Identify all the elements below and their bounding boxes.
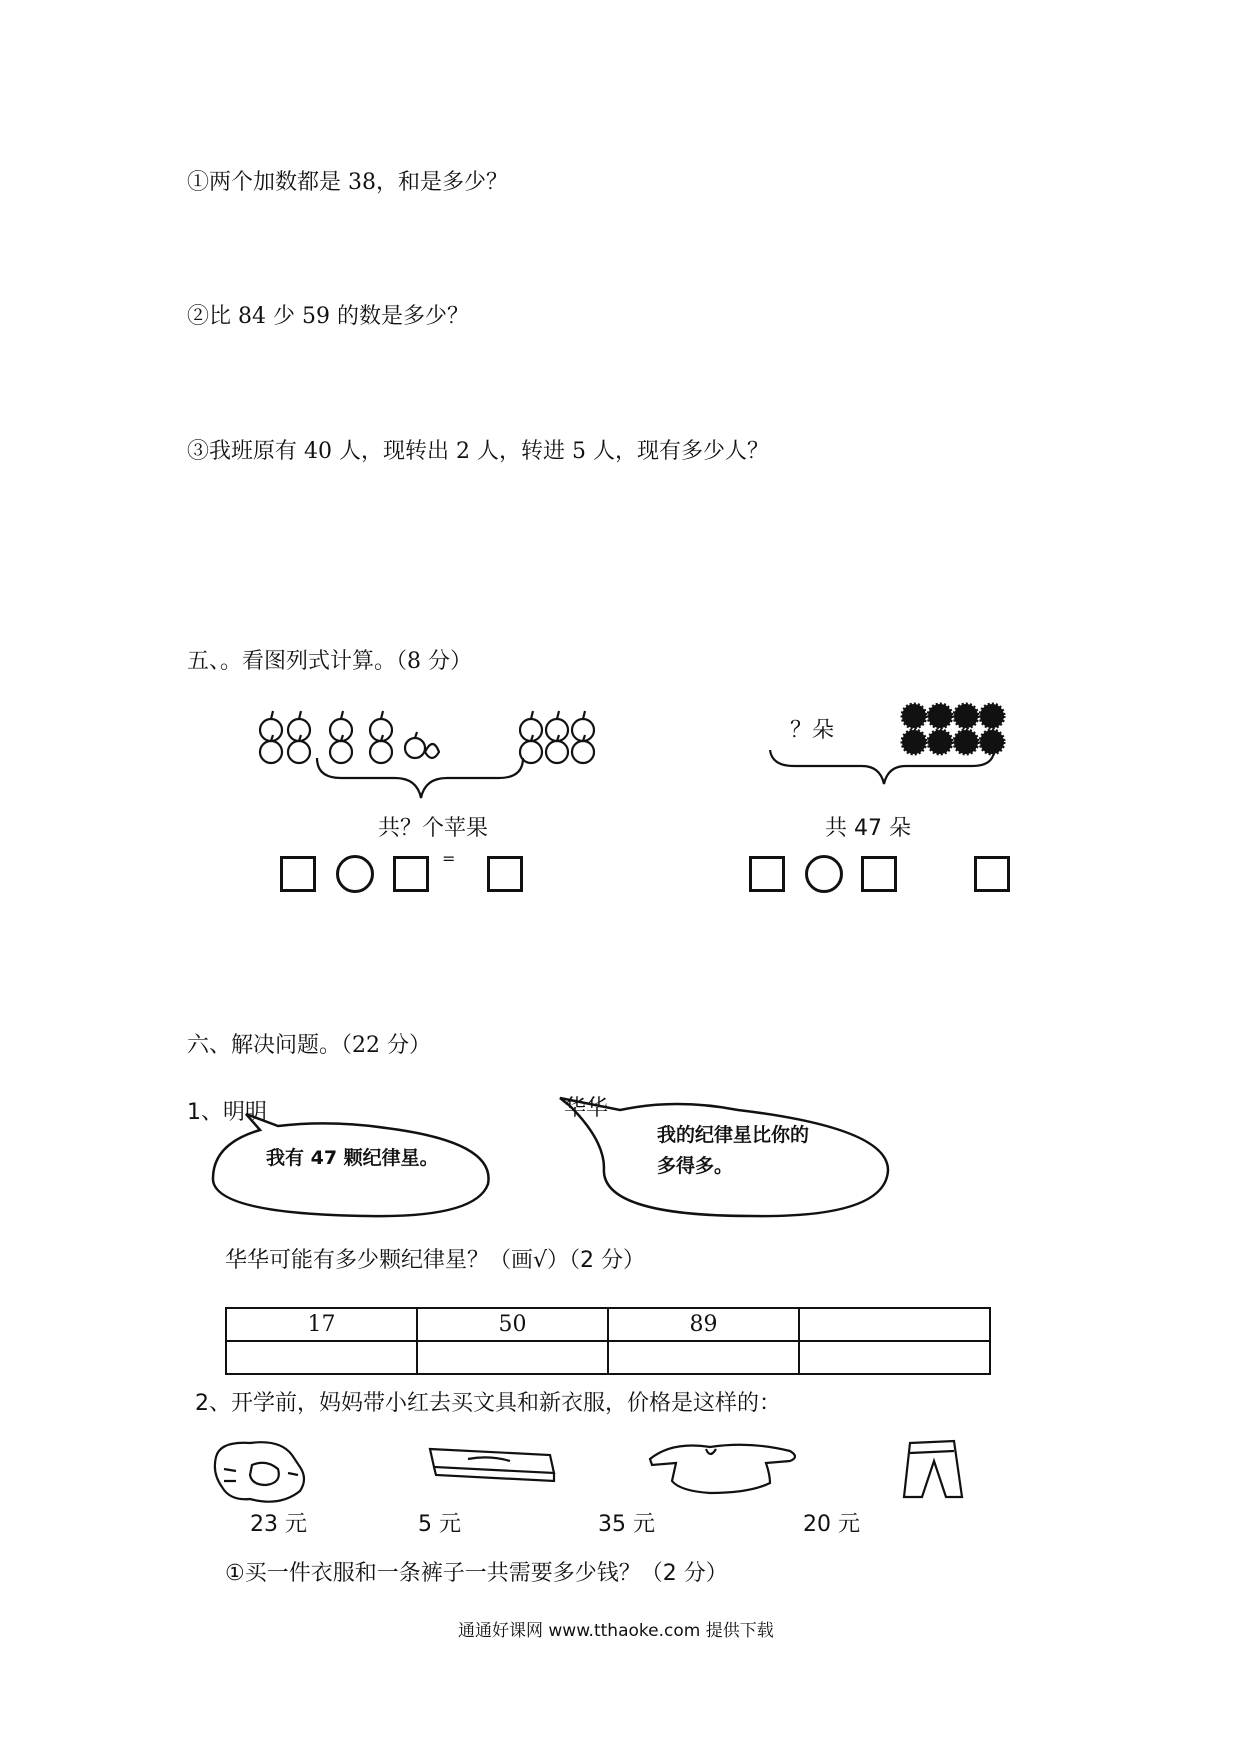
apples-figure [255, 708, 595, 808]
apple-icon [425, 744, 439, 758]
flower-icon [902, 704, 926, 728]
shirt-icon [650, 1445, 795, 1493]
speech-bubble-left-text: 我有 47 颗纪律星。 [266, 1147, 439, 1169]
speech-bubble-right-line-2: 多得多。 [657, 1155, 734, 1177]
check-cell[interactable] [226, 1341, 417, 1374]
flower-icon [954, 730, 978, 754]
flower-icon [980, 730, 1004, 754]
apple-icon [572, 711, 594, 763]
section-6-heading: 六、解决问题。（22 分） [187, 1033, 431, 1058]
flowers-total-label: 共 47 朵 [825, 816, 911, 841]
brace [770, 750, 994, 784]
price-shirt: 35 元 [598, 1512, 655, 1537]
q4-item-2: ②比 84 少 59 的数是多少？ [187, 304, 469, 329]
choice-table [225, 1307, 991, 1375]
check-cell[interactable] [608, 1341, 799, 1374]
check-cell[interactable] [417, 1341, 608, 1374]
check-cell[interactable] [799, 1341, 990, 1374]
footer-watermark: 通通好课网 www.tthaoke.com 提供下载 [458, 1621, 774, 1641]
flower-icon [902, 730, 926, 754]
flowers-figure [768, 698, 1018, 808]
operator-circle[interactable] [805, 855, 843, 893]
option-cell [799, 1308, 990, 1341]
price-pencil-case: 5 元 [418, 1512, 461, 1537]
flower-icon [954, 704, 978, 728]
flowers-question-label: ？朵 [790, 718, 835, 743]
operator-circle[interactable] [336, 855, 374, 893]
table-row [226, 1308, 990, 1341]
brace [317, 758, 523, 798]
apple-icon [330, 711, 352, 763]
option-cell: 17 [226, 1308, 417, 1341]
answer-box[interactable] [393, 856, 429, 892]
backpack-icon [215, 1442, 304, 1501]
flower-icon [928, 730, 952, 754]
answer-box[interactable] [861, 856, 897, 892]
option-cell: 50 [417, 1308, 608, 1341]
apple-icon [520, 711, 542, 763]
q4-item-3: ③我班原有 40 人，现转出 2 人，转进 5 人，现有多少人？ [187, 439, 769, 464]
apple-icon [260, 711, 282, 763]
apple-icon [405, 732, 425, 758]
apple-icon [288, 711, 310, 763]
pencil-case-icon [430, 1449, 554, 1481]
answer-box[interactable] [487, 856, 523, 892]
apples-total-label: 共？个苹果 [378, 816, 489, 841]
speech-bubble-right-line-1: 我的纪律星比你的 [657, 1124, 810, 1146]
answer-box[interactable] [280, 856, 316, 892]
equals-sign: = [442, 849, 456, 868]
apple-icon [370, 711, 392, 763]
section-5-heading: 五、。看图列式计算。（8 分） [187, 649, 472, 674]
flower-icon [980, 704, 1004, 728]
problem-2-question-1: ①买一件衣服和一条裤子一共需要多少钱？（2 分） [225, 1561, 728, 1586]
problem-1-question: 华华可能有多少颗纪律星？（画√）（2 分） [225, 1248, 646, 1273]
option-cell: 89 [608, 1308, 799, 1341]
answer-box[interactable] [749, 856, 785, 892]
items-figure [210, 1437, 1010, 1507]
problem-1-other-name: 华华 [564, 1096, 609, 1121]
answer-box[interactable] [974, 856, 1010, 892]
price-backpack: 23 元 [250, 1512, 307, 1537]
flower-icon [928, 704, 952, 728]
q4-item-1: ①两个加数都是 38，和是多少？ [187, 170, 508, 195]
pants-icon [904, 1441, 962, 1497]
table-row [226, 1341, 990, 1374]
problem-2-intro: 2、开学前，妈妈带小红去买文具和新衣服，价格是这样的： [195, 1391, 781, 1416]
apple-icon [546, 711, 568, 763]
price-pants: 20 元 [803, 1512, 860, 1537]
problem-1-number-name: 1、明明 [187, 1100, 267, 1125]
